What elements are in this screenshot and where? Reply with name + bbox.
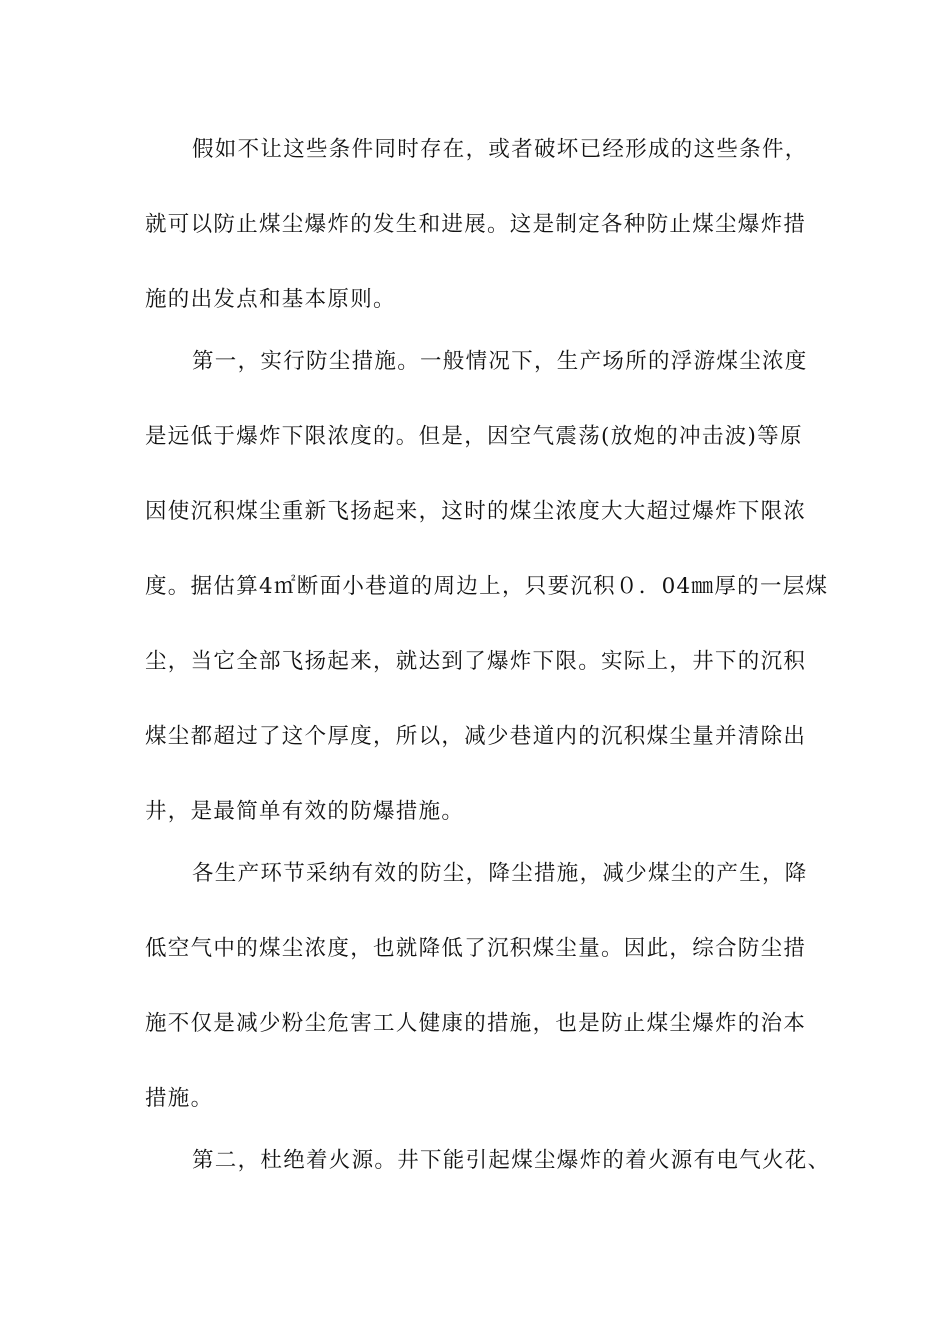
paragraph-2-line-7: 井，是最简单有效的防爆措施。 <box>145 799 465 824</box>
paragraph-3-line-2: 低空气中的煤尘浓度，也就降低了沉积煤尘量。因此，综合防尘措 <box>145 936 807 961</box>
paragraph-3-line-1: 各生产环节采纳有效的防尘，降尘措施，减少煤尘的产生，降 <box>192 861 808 886</box>
paragraph-3-line-4: 措施。 <box>145 1086 214 1111</box>
paragraph-2-line-6: 煤尘都超过了这个厚度，所以，减少巷道内的沉积煤尘量并清除出 <box>145 724 807 749</box>
paragraph-2-line-2: 是远低于爆炸下限浓度的。但是，因空气震荡(放炮的冲击波)等原 <box>145 424 803 449</box>
paragraph-2-line-5: 尘，当它全部飞扬起来，就达到了爆炸下限。实际上，井下的沉积 <box>145 649 807 674</box>
paragraph-1-line-3: 施的出发点和基本原则。 <box>145 287 396 312</box>
paragraph-4-line-1: 第二，杜绝着火源。井下能引起煤尘爆炸的着火源有电气火花、 <box>192 1148 831 1173</box>
paragraph-3-line-3: 施不仅是减少粉尘危害工人健康的措施，也是防止煤尘爆炸的治本 <box>145 1011 807 1036</box>
paragraph-2-line-4: 度。据估算4㎡断面小巷道的周边上，只要沉积０．04㎜厚的一层煤 <box>145 574 829 599</box>
paragraph-2-line-3: 因使沉积煤尘重新飞扬起来，这时的煤尘浓度大大超过爆炸下限浓 <box>145 499 807 524</box>
paragraph-2-line-1: 第一，实行防尘措施。一般情况下，生产场所的浮游煤尘浓度 <box>192 349 808 374</box>
paragraph-1-line-2: 就可以防止煤尘爆炸的发生和进展。这是制定各种防止煤尘爆炸措 <box>145 212 807 237</box>
paragraph-1-line-1: 假如不让这些条件同时存在，或者破坏已经形成的这些条件， <box>192 137 808 162</box>
